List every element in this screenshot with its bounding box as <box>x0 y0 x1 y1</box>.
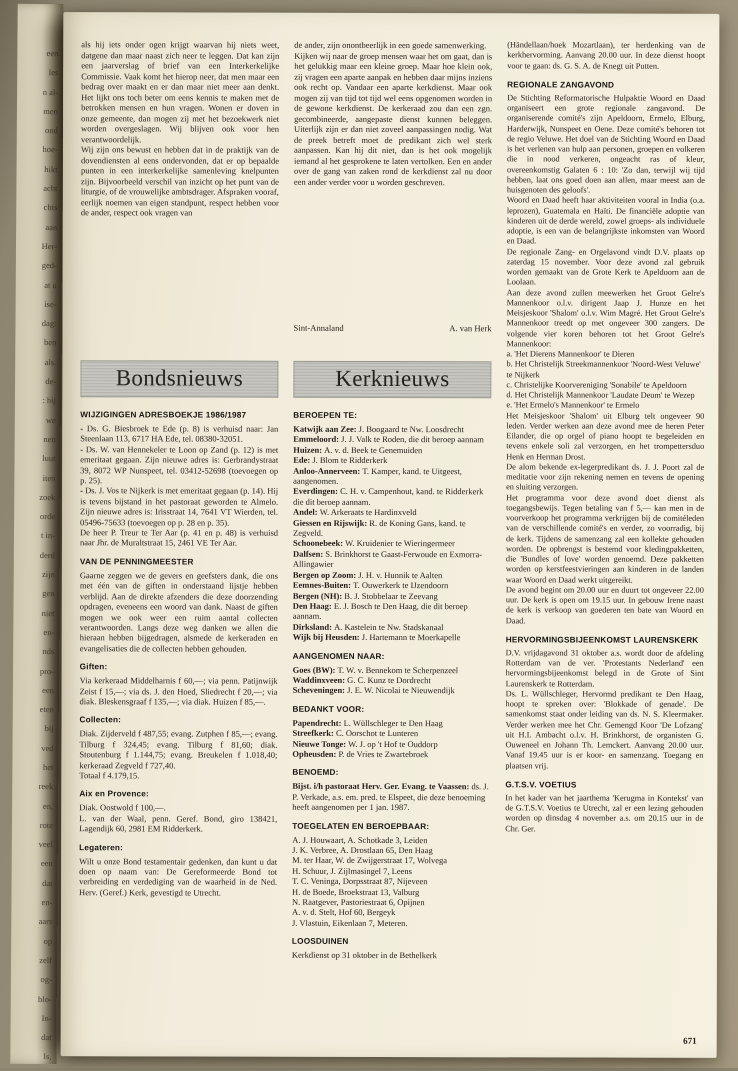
section-heading: Collecten: <box>80 716 278 727</box>
paragraph: Wij zijn ons bewust en hebben dat in de praktijk van de dovendiensten al eens ondervonden, dat er op bepaalde punten in een interkerkelijke samenleving knelpunten zijn. Bijvoorbeeld verschil van inzicht op het punt van de liturgie, of de vrouwelijke ambtsdrager. Afspraken vooraf, eerlijk noemen van eigen standpunt, respect hebben voor de ander, respect ook vragen van <box>81 144 279 218</box>
list-item: c. Christelijke Koorvereniging 'Sonabile' te Apeldoorn <box>506 380 704 391</box>
edge-text-fragment: we <box>15 414 56 434</box>
entry-lead: Waddinxveen: <box>293 675 348 685</box>
paragraph: De Stichting Reformatorische Hulpaktie Woord en Daad organiseert een grote regionale zangavond. De organiserende comité's zijn Apeldoorn, Ermelo, Elburg, Harderwijk, Nunspeet en Oene. Deze comité's behoren tot de regio Veluwe. Het doel van de Stichting Woord en Daad is het verlenen van hulp aan personen, groepen en volkeren die in nood verkeren, ongeacht ras of kleur, overeenkomstig Galaten 6 : 10: 'Zo dan, terwijl wij tijd hebben, laat ons goed doen aan allen, maar meest aan de huisgenoten des geloofs'. <box>507 93 705 196</box>
section <box>79 716 277 782</box>
entry-lead: Ede: <box>293 455 312 465</box>
section <box>292 821 490 928</box>
entry-lead: Giessen en Rijswijk: <box>293 517 369 527</box>
directory-entry: Papendrecht: L. Wüllschleger te Den Haag <box>292 717 490 728</box>
directory-entry: Giessen en Rijswijk: R. de Koning Gans, kand. te Zegveld. <box>293 517 491 538</box>
directory-entry: Bergen op Zoom: J. H. v. Hunnik te Aalten <box>293 569 491 580</box>
paragraph: Ds. L. Wüllschleger, Hervormd predikant te Den Haag, hoopt te spreken over: 'Blokkade of genade'. De samenkomst staat onder leiding van ds. N. S. Kleermaker. Verder werken mee het Chr. Gemengd Koor 'De Lofzang' uit H.I. Ambacht o.l.v. H. Brinkhorst, de organisten G. Ouweneel en Johann Th. Lemckert. Aanvang 20.00 uur. Vanaf 19.45 uur is er koor- en samenzang. Toegang en plaatsen vrij. <box>505 689 703 772</box>
paragraph: (Händellaan/hoek Mozartlaan), ter herdenking van de kerkhervorming. Aanvang 20.00 uur. In deze dienst hoopt voor te gaan: ds. G. S. A. de Knegt uit Putten. <box>507 40 705 71</box>
edge-text-fragments <box>10 4 63 1071</box>
entry-lead: Everdingen: <box>293 486 340 496</box>
edge-text-fragment: rote <box>12 820 53 840</box>
entry-lead: Streefkerk: <box>292 728 336 738</box>
article-signoff <box>294 312 492 333</box>
paragraph: Aan deze avond zullen meewerken het Groot Gelre's Mannenkoor o.l.v. dirigent Jaap J. Hunze en het Meisjeskoor 'Shalom' o.l.v. Wim Magré. Het Groot Gelre's Mannenkoor treedt op met ongeveer 300 zangers. De volgende vier koren behoren tot het Groot Gelre's Mannenkoor: <box>506 288 704 350</box>
paragraph: Via kerkeraad Middelharnis f 60,—; via penn. Patijnwijk Zeist f 15,—; via ds. J. den Hoed, Sliedrecht f 20,—; via diak. Bleskensgraaf f 135,—; via diak. Huizen f 85,—. <box>80 675 278 707</box>
edge-text-fragment: een <box>12 858 53 878</box>
directory-entry: Huizen: A. v. d. Beek te Genemuiden <box>293 445 491 456</box>
directory-entry: Eemnes-Buiten: T. Ouwerkerk te IJzendoorn <box>293 580 491 591</box>
previous-page-edge <box>10 4 63 1064</box>
entry-lead: Wijk bij Heusden: <box>293 632 362 642</box>
section-heading: BEROEPEN TE: <box>293 411 491 422</box>
entry-lead: Schoonebeek: <box>293 538 345 548</box>
edge-text-fragment: de- <box>15 376 56 396</box>
edge-text-fragment: op <box>11 935 52 955</box>
directory-entry: Dirksland: A. Kastelein te Nw. Stadskanaal <box>293 621 491 632</box>
edge-text-fragment: orde <box>14 511 55 531</box>
edge-text-fragment: ise- <box>16 299 57 319</box>
section-heading: REGIONALE ZANGAVOND <box>507 80 705 91</box>
entry-lead: Dalfsen: <box>293 549 325 559</box>
edge-text-fragment: iten <box>14 472 55 492</box>
paragraph: Totaal f 4.179,15. <box>79 770 277 781</box>
paragraph: - Ds. W. van Hennekeler te Loon op Zand (p. 12) is met emeritaat gegaan. Zijn nieuwe adres is: Gerbrandystraat 39, 8072 WP Nunspeet, tel. 03412-52698 (toevoegen op p. 25). <box>80 444 278 486</box>
entry-lead: Bergen (NH): <box>293 590 344 600</box>
edge-text-fragment: In- <box>11 1013 52 1033</box>
edge-text-fragment: ben <box>15 337 56 357</box>
edge-text-fragment: een <box>13 685 54 705</box>
entry-lead: Opheusden: <box>292 749 338 759</box>
right-column-sections <box>505 40 705 834</box>
list-item: H. de Boede, Broekstraat 13, Valburg <box>292 886 490 897</box>
directory-entry: Den Haag: E. J. Bosch te Den Haag, die dit beroep aannam. <box>293 601 491 622</box>
section-heading: WIJZIGINGEN ADRESBOEKJE 1986/1987 <box>80 410 278 421</box>
paragraph: als hij iets onder ogen krijgt waarvan hij niets weet, datgene dan maar naast zich neer te leggen. Dat kan zijn een jaarverslag of brief van een Interkerkelijke Commissie. Vaak komt het hierop neer, dat men maar een bedrag over maakt en er dan maar niet meer aan denkt. Het lijkt ons toch beter om eens kennis te maken met de betrokken mensen en hun vragen. Wonen er doven in onze gemeente, dan mogen zij met het bezoekwerk niet worden overgeslagen. Wij blijven ook voor hen verantwoordelijk. <box>81 39 279 145</box>
paragraph: D.V. vrijdagavond 31 oktober a.s. wordt door de afdeling Rotterdam van de ver. 'Protestants Nederland' een hervormingsbijeenkomst belegd in de Grote of Sint Laurenskerk te Rotterdam. <box>506 648 704 690</box>
top-article <box>81 39 493 333</box>
section-heading: Aix en Provence: <box>79 790 277 801</box>
edge-text-fragment: n al- <box>17 86 58 106</box>
edge-text-fragment: les <box>17 67 58 87</box>
edge-text-fragment: niet <box>13 607 54 627</box>
edge-text-fragment: reek <box>12 781 53 801</box>
entry-lead: Emmeloord: <box>293 434 341 444</box>
section <box>505 780 703 835</box>
paragraph: De regionale Zang- en Orgelavond vindt D.V. plaats op zaterdag 15 november. Voor deze avond zal gebruik worden gemaakt van de Grote Kerk te Apeldoorn aan de Loolaan. <box>507 247 705 289</box>
section-heading: LOOSDUINEN <box>292 937 490 948</box>
entry-lead: Bergen op Zoom: <box>293 569 358 579</box>
list-item: M. ter Haar, W. de Zwijgerstraat 17, Wolvega <box>292 855 490 866</box>
top-article-col-2 <box>294 40 493 334</box>
paragraph: - Ds. J. Vos te Nijkerk is met emeritaat gegaan (p. 14). Hij is tevens bijstand in het pastoraat geworden te Almelo. Zijn nieuwe adres is: Irisstraat 14, 7641 VT Wierden, tel. 05496-75633 (toevoegen op p. 28 en p. 35). <box>80 486 278 528</box>
paragraph: De alom bekende ex-legerpredikant ds. J. J. Poort zal de meditatie voor zijn rekening nemen en tevens de opening en sluiting verzorgen. <box>506 462 704 493</box>
list-item: e. 'Het Ermelo's Mannenkoor' te Ermelo <box>506 401 704 412</box>
edge-text-fragment: : hij <box>15 395 56 415</box>
list-item: J. K. Verbree, A. Drostlaan 65, Den Haag <box>292 845 490 856</box>
edge-text-fragment: derd <box>14 550 55 570</box>
entry-lead: Scheveningen: <box>293 685 348 695</box>
edge-text-fragment: luut <box>14 453 55 473</box>
bondsnieuws-column <box>79 360 279 1039</box>
edge-text-fragment: og- <box>11 974 52 994</box>
edge-text-fragment: nds <box>13 646 54 666</box>
directory-entry: Nieuwe Tonge: W. J. op 't Hof te Ouddorp <box>292 738 490 749</box>
edge-text-fragment: aan <box>16 222 57 242</box>
edge-text-fragment: t in- <box>14 530 55 550</box>
section-heading: G.T.S.V. VOETIUS <box>505 780 703 791</box>
section <box>80 662 278 707</box>
entry-lead: Den Haag: <box>293 601 334 611</box>
bondsnieuws-header <box>80 360 278 398</box>
edge-text-fragment: pro- <box>13 665 54 685</box>
edge-text-fragment: blo- <box>11 993 52 1013</box>
edge-text-fragment: ond <box>17 125 58 145</box>
directory-entry: Andel: W. Arkeraats te Hardinxveld <box>293 507 491 518</box>
section <box>293 651 491 696</box>
section <box>79 843 277 898</box>
edge-text-fragment: ved <box>12 743 53 763</box>
section-heading: VAN DE PENNINGMEESTER <box>80 557 278 568</box>
top-article-col-1 <box>81 39 280 333</box>
section <box>506 80 705 627</box>
paragraph: Kerkdienst op 31 oktober in de Bethelkerk <box>292 950 490 961</box>
edge-text-fragment: chts <box>16 202 57 222</box>
directory-entry: Bijst. i/h pastoraat Herv. Ger. Evang. te Vaassen: ds. J. P. Verkade, a.s. em. pred. te Elspeet, die deze benoeming heeft aangenomen per 1 jan. 1987. <box>292 781 490 813</box>
directory-entry: Opheusden: P. de Vries te Zwartebroek <box>292 749 490 760</box>
edge-text-fragment: zijn <box>14 569 55 589</box>
edge-text-fragment: en, <box>12 800 53 820</box>
list-item: J. Vlastuin, Eikenlaan 7, Meteren. <box>292 918 490 929</box>
entry-lead: Huizen: <box>293 445 324 455</box>
directory-entry: Ede: J. Blom te Ridderkerk <box>293 455 491 466</box>
paragraph: Diak. Oostwold f 100,—. <box>79 803 277 814</box>
paragraph: Gaarne zeggen we de gevers en geefsters dank, die ons met één van de giften in onderstaand lijstje hebben verblijd. Aan de direkte afzenders die deze doorzending opdragen, eveneens een woord van dank. Naast de giften mogen we ook weer een ruim aantal collecten verantwoorden. Langs deze weg danken we allen die hieraan hebben bijgedragen, alsmede de kerkeraden en evangelisaties die de collecten hebben gehouden. <box>80 570 278 654</box>
section-heading: HERVORMINGSBIJEENKOMST LAURENSKERK <box>506 635 704 646</box>
section <box>293 411 492 643</box>
kerknieuws-column <box>292 361 492 1040</box>
section <box>80 410 278 548</box>
paragraph: Het Meisjeskoor 'Shalom' uit Elburg telt ongeveer 90 leden. Verder werken aan deze avond mee de heren Peter Eilander, die op orgel of piano hoopt te begeleiden en tevens enkele soli zal verzorgen, en het trompettersduo Henk en Herman Drost. <box>506 411 704 463</box>
edge-text-fragment: at u <box>16 279 57 299</box>
edge-text-fragment: het <box>12 762 53 782</box>
directory-entry: Everdingen: C. H. v. Campenhout, kand. te Ridderkerk die dit beroep aannam. <box>293 486 491 507</box>
kerknieuws-sections <box>292 411 491 961</box>
edge-text-fragment: men <box>17 106 58 126</box>
paragraph: Het programma voor deze avond doet dienst als toegangsbewijs. Tegen betaling van f 5,— kan men in de voorverkoop het programma verkrijgen bij de comitéleden van de verschillende comité's en verder, zo voorradig, bij de kerk. Tijdens de samenzang zal een kollekte gehouden worden. De opbrengst is bestemd voor kledingpakketten, die 'Bundles of love' worden genoemd. Deze pakketten worden op kerstfeestvieringen aan kinderen in de landen waar Woord en Daad werkt uitgereikt. <box>506 493 704 586</box>
paragraph: Woord en Daad heeft haar aktiviteiten vooral in India (o.a. leprozen), Guatemala en Haïti. De financiële adoptie van kinderen uit de derde wereld, zowel groeps- als individuele adoptie, is een van de belangrijkste inkomsten van Woord en Daad. <box>507 196 705 248</box>
section-heading: AANGENOMEN NAAR: <box>293 651 491 662</box>
left-two-columns <box>79 39 493 1039</box>
edge-text-fragment: ged- <box>16 260 57 280</box>
edge-text-fragment: ls, <box>10 1051 51 1071</box>
directory-entry: Anloo-Annerveen: T. Kamper, kand. te Uitgeest, aangenomen. <box>293 465 491 486</box>
edge-text-fragment: veel <box>12 839 53 859</box>
directory-entry: Scheveningen: J. E. W. Nicolai te Nieuwendijk <box>293 685 491 696</box>
directory-entry: Bergen (NH): B. J. Stobbelaar te Zeevang <box>293 590 491 601</box>
edge-text-fragment: dat <box>11 878 52 898</box>
entry-lead: Anloo-Annerveen: <box>293 465 362 475</box>
directory-entry: Streefkerk: C. Oorschot te Lunteren <box>292 728 490 739</box>
directory-entry: Katwijk aan Zee: J. Boogaard te Nw. Loosdrecht <box>293 424 491 435</box>
section <box>292 704 490 759</box>
edge-text-fragment: en- <box>11 897 52 917</box>
paragraph: Wilt u onze Bond testamentair gedenken, dan kunt u dat doen op naam van: De Gereformeerde Bond tot verbreiding en verdediging van de waarheid in de Ned. Herv. (Geref.) Kerk, gevestigd te Utrecht. <box>79 856 277 898</box>
signoff-place: Sint-Annaland <box>294 322 344 333</box>
right-column <box>505 40 706 1040</box>
paragraph: De avond begint om 20.00 uur en duurt tot ongeveer 22.00 uur. De kerk is open om 19.15 uur. In gebouw Irene naast de kerk is verkoop van goederen ten bate van Woord en Daad. <box>506 585 704 627</box>
entry-lead: Goes (BW): <box>293 664 338 674</box>
edge-text-fragment: en- <box>13 627 54 647</box>
signoff-author: A. van Herk <box>449 323 491 334</box>
news-columns <box>79 360 492 1039</box>
list-item: T. C. Veninga, Dorpsstraat 87, Nijeveen <box>292 876 490 887</box>
list-item: N. Raatgever, Pastoriestraat 6, Opijnen <box>292 897 490 908</box>
section-heading: TOEGELATEN EN BEROEPBAAR: <box>292 821 490 832</box>
section <box>507 40 705 71</box>
edge-text-fragment: acht <box>16 183 57 203</box>
paragraph: In het kader van het jaarthema 'Kerugma in Kontekst' van de G.T.S.V. Voetius te Utrecht, zal er een lezing gehouden worden op dinsdag 4 november a.s. om 20.15 uur in de Chr. Ger. <box>505 793 703 835</box>
edge-text-fragment: zoek <box>14 492 55 512</box>
section-heading: BEDANKT VOOR: <box>293 704 491 715</box>
kerknieuws-title: Kerknieuws <box>335 374 449 385</box>
directory-entry: Waddinxveen: G. C. Kunz te Dordrecht <box>293 675 491 686</box>
section <box>79 790 277 835</box>
edge-text-fragment: Her- <box>16 241 57 261</box>
page-number: 671 <box>683 1036 697 1046</box>
list-item: A. J. Houwaart, A. Schotkade 3, Leiden <box>292 834 490 845</box>
directory-entry: Schoonebeek: W. Kruidenier te Wieringermeer <box>293 538 491 549</box>
list-item: a. 'Het Dierens Mannenkoor' te Dieren <box>506 349 704 360</box>
section-heading: Legateren: <box>79 843 277 854</box>
edge-text-fragment: hikt <box>16 164 57 184</box>
section <box>292 937 490 961</box>
section-heading: BENOEMD: <box>292 768 490 779</box>
directory-entry: Wijk bij Heusden: J. Hartemann te Moerkapelle <box>293 632 491 643</box>
paragraph: - Ds. G. Biesbroek te Ede (p. 8) is verhuisd naar: Jan Steenlaan 113, 6717 HA Ede, tel. 08380-32051. <box>80 423 278 444</box>
paragraph: Kijken wij naar de groep mensen waar het om gaat, dan is het gelukkig maar een kleine groep. Maar hoe klein ook, zij vragen een aparte aanpak en hebben daar mijns inziens ook recht op. Vandaar een aparte kerkdienst. Maar ook mogen zij van tijd tot tijd wel eens opgenomen worden in de gewone kerkdienst. De kerkeraad zou dan een zgn. gecombineerde, aangepaste dienst kunnen beleggen. Uiterlijk zijn er dan niet zoveel aanpassingen nodig. Wat de preek betreft moet de predikant zich wel sterk aanpassen. Kan hij dit niet, dan is het ook mogelijk iemand al het gesprokene te laten vertolken. Een en ander over de gang van zaken rond de kerkdienst zal nu door een ander verder voor u worden geschreven. <box>294 50 492 187</box>
list-item: H. Schuur, J. Zijlmasingel 7, Leens <box>292 866 490 877</box>
entry-lead: Papendrecht: <box>292 717 343 727</box>
paragraph: De heer P. Treur te Ter Aar (p. 41 en p. 48) is verhuisd naar Jhr. de Muraltstraat 15, 2461 VE Ter Aar. <box>80 527 278 548</box>
kerknieuws-header <box>293 361 491 399</box>
edge-text-fragment: dat <box>10 1032 51 1052</box>
edge-text-fragment: nen <box>15 434 56 454</box>
paragraph: L. van der Waal, penn. Geref. Bond, giro 138421, Lagendijk 60, 2981 EM Ridderkerk. <box>79 813 277 834</box>
paragraph: Diak. Zijderveld f 487,55; evang. Zutphen f 85,—; evang. Tilburg f 324,45; evang. Tilburg f 81,60; diak. Stoutenburg f 1.144,75; evang. Breukelen f 1.018,40; kerkeraad Zegveld f 727,40. <box>79 729 277 771</box>
directory-entry: Emmeloord: J. J. Valk te Roden, die dit beroep aannam <box>293 434 491 445</box>
edge-text-fragment: hoe- <box>17 144 58 164</box>
edge-text-fragment: zelf <box>11 955 52 975</box>
edge-text-fragment: eten <box>13 704 54 724</box>
page-content <box>79 39 706 1040</box>
magazine-page <box>61 12 720 1058</box>
section <box>505 635 703 772</box>
edge-text-fragment: een <box>17 48 58 68</box>
entry-lead: Bijst. i/h pastoraat Herv. Ger. Evang. te Vaassen: <box>292 781 471 791</box>
list-item: A. v. d. Stelt, Hof 60, Bergeyk <box>292 907 490 918</box>
list-item: b. Het Christelijk Streekmannenkoor 'Noord-West Veluwe' te Nijkerk <box>506 360 704 381</box>
entry-lead: Andel: <box>293 507 320 517</box>
edge-text-fragment: bij <box>13 723 54 743</box>
edge-text-fragment: als. <box>15 357 56 377</box>
section <box>80 557 278 654</box>
edge-text-fragment: gen <box>13 588 54 608</box>
bondsnieuws-sections <box>79 410 278 898</box>
entry-lead: Dirksland: <box>293 621 334 631</box>
bondsnieuws-title: Bondsnieuws <box>116 374 243 385</box>
entry-lead: Nieuwe Tonge: <box>292 738 348 748</box>
section <box>292 768 490 813</box>
entry-lead: Eemnes-Buiten: <box>293 580 353 590</box>
directory-entry: Dalfsen: S. Brinkhorst te Gaast-Ferwoude en Exmorra-Allingawier <box>293 549 491 570</box>
directory-entry: Goes (BW): T. W. v. Bennekom te Scherpenzeel <box>293 664 491 675</box>
paragraph: de ander, zijn onontbeerlijk in een goede samenwerking. <box>294 40 492 51</box>
edge-text-fragment: aars <box>11 916 52 936</box>
edge-text-fragment: dag: <box>15 318 56 338</box>
section-heading: Giften: <box>80 662 278 673</box>
entry-lead: Katwijk aan Zee: <box>293 424 358 434</box>
list-item: d. Het Christelijk Mannenkoor 'Laudate Deum' te Wezep <box>506 390 704 401</box>
